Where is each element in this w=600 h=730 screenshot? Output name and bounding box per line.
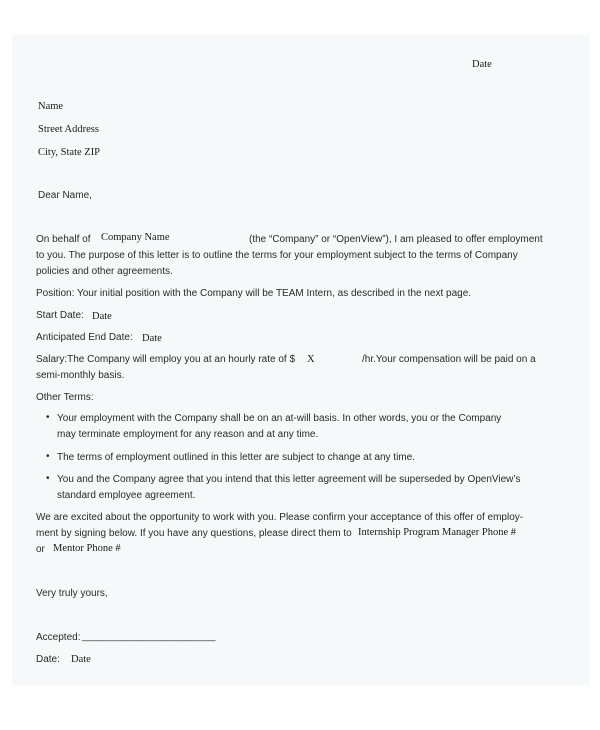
- closing-line2-prefix: ment by signing below. If you have any questions, please direct them to: [36, 528, 352, 539]
- start-date-label: Start Date:: [36, 310, 84, 321]
- intro-line1-suffix: (the “Company” or “OpenView”), I am pleased to offer employment: [249, 234, 543, 245]
- date-sign-value: Date: [71, 654, 91, 665]
- bullet-2-line1: The terms of employment outlined in this letter are subject to change at any time.: [57, 452, 415, 463]
- bullet-dot: •: [46, 473, 50, 484]
- manager-phone: Internship Program Manager Phone #: [358, 527, 517, 538]
- bullet-3-line1: You and the Company agree that you intend that this letter agreement will be superseded by OpenView’s: [57, 474, 521, 485]
- header-date: Date: [472, 59, 492, 70]
- salary-suffix: /hr.Your compensation will be paid on a: [362, 354, 536, 365]
- mentor-phone: Mentor Phone #: [53, 543, 121, 554]
- signoff: Very truly yours,: [36, 588, 108, 599]
- letter-page: [12, 35, 590, 685]
- other-terms-heading: Other Terms:: [36, 392, 94, 403]
- salary-rate: X: [307, 354, 315, 365]
- salary-line2: semi-monthly basis.: [36, 370, 125, 381]
- recipient-street: Street Address: [38, 124, 99, 135]
- date-sign-label: Date:: [36, 654, 60, 665]
- bullet-3-line2: standard employee agreement.: [57, 490, 196, 501]
- position-line: Position: Your initial position with the Company will be TEAM Intern, as described in the next page.: [36, 288, 472, 299]
- salary-prefix: Salary:The Company will employ you at an hourly rate of $: [36, 354, 296, 365]
- bullet-dot: •: [46, 451, 50, 462]
- recipient-city: City, State ZIP: [38, 147, 101, 158]
- bullet-dot: •: [46, 412, 50, 423]
- greeting: Dear Name,: [38, 190, 92, 201]
- intro-company-name: Company Name: [101, 232, 170, 243]
- accepted-signature-line: ________________________: [82, 631, 216, 642]
- recipient-name: Name: [38, 101, 64, 112]
- start-date-value: Date: [92, 311, 112, 322]
- accepted-label: Accepted:: [36, 632, 81, 643]
- closing-line3-prefix: or: [36, 544, 45, 555]
- bullet-1-line2: may terminate employment for any reason and at any time.: [57, 429, 319, 440]
- end-date-label: Anticipated End Date:: [36, 332, 133, 343]
- intro-line2: to you. The purpose of this letter is to outline the terms for your employment subject to the terms of Company: [36, 250, 518, 261]
- end-date-value: Date: [142, 333, 162, 344]
- intro-line3: policies and other agreements.: [36, 266, 173, 277]
- intro-prefix: On behalf of: [36, 234, 91, 245]
- bullet-1-line1: Your employment with the Company shall be on an at-will basis. In other words, you or the Company: [57, 413, 502, 424]
- closing-line1: We are excited about the opportunity to work with you. Please confirm your acceptance of this offer of employ-: [36, 512, 524, 523]
